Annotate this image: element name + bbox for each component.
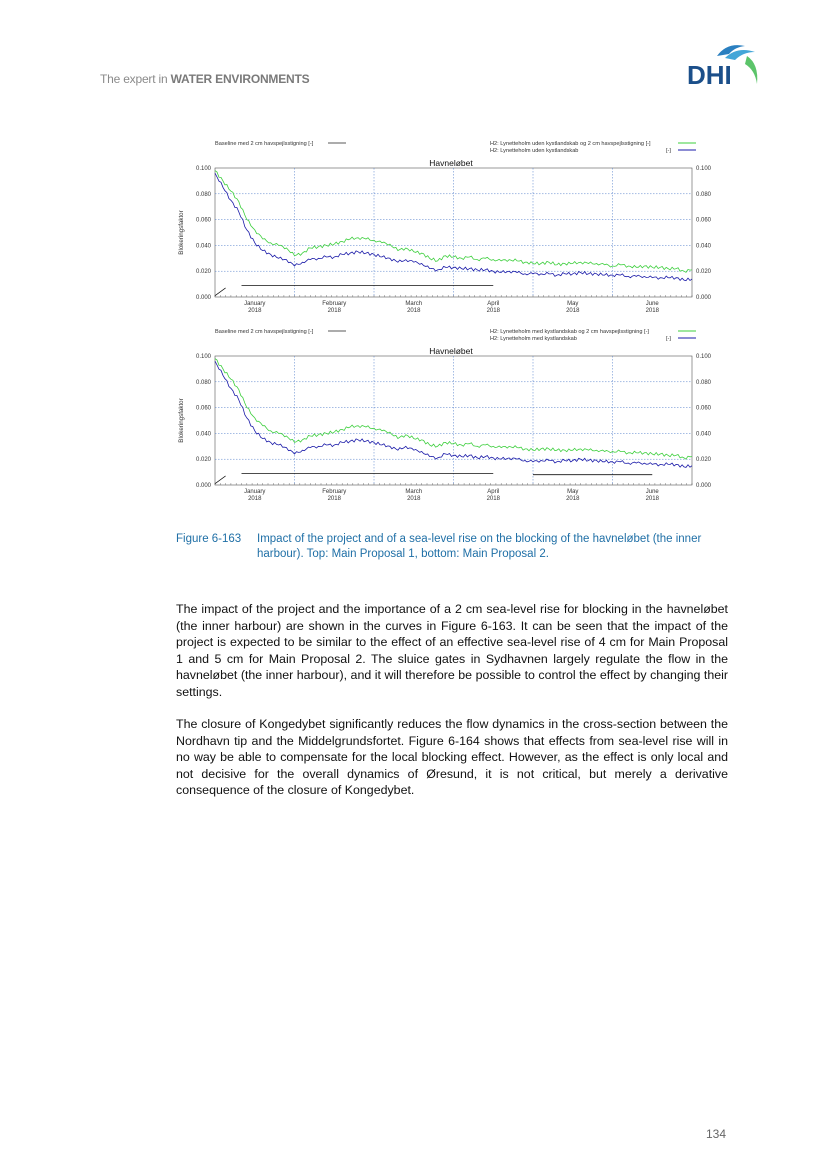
- y-tick-label-right: 0.000: [696, 295, 712, 301]
- y-tick-label-right: 0.100: [696, 354, 712, 360]
- x-tick-year: 2018: [407, 308, 421, 314]
- x-tick-year: 2018: [248, 496, 262, 502]
- x-tick-year: 2018: [645, 496, 659, 502]
- series-line-green: [215, 171, 692, 273]
- x-tick-month: April: [487, 301, 500, 307]
- x-tick-month: May: [567, 489, 579, 495]
- y-tick-label-left: 0.000: [195, 295, 211, 301]
- body-paragraph-2: The closure of Kongedybet significantly reduces the flow dynamics in the cross-section between the Nordhavn tip and the Middelgrundsfortet. Figure 6-164 shows that effects from sea-level rise will in no way be able to compensate for the local blocking effect. However, as the effect is only local and not decisive for the overall dynamics of Øresund, it is not critical, but merely a derivative consequence of the closure of Kongedybet.: [176, 717, 728, 798]
- legend-right-label-1: H2: Lynetteholm uden kystlandskab og 2 cm havspejlsstigning [-]: [490, 141, 651, 147]
- y-tick-label-right: 0.020: [696, 269, 712, 276]
- baseline-start: [215, 476, 226, 484]
- legend-left-label: Baseline med 2 cm havspejlsstigning [-]: [215, 141, 314, 147]
- y-tick-label-right: 0.080: [696, 379, 712, 386]
- x-tick-month: May: [567, 301, 579, 307]
- legend-right-unit: [-]: [666, 148, 671, 154]
- legend-right-label-1: H2: Lynetteholm med kystlandskab og 2 cm havspejlsstigning [-]: [490, 329, 649, 335]
- y-tick-label-left: 0.080: [195, 379, 211, 386]
- y-tick-label-right: 0.060: [696, 217, 712, 224]
- logo-text: DHI: [687, 60, 732, 90]
- y-tick-label-right: 0.000: [696, 483, 712, 489]
- x-tick-month: January: [244, 301, 266, 307]
- y-tick-label-right: 0.080: [696, 191, 712, 198]
- series-line-green: [215, 359, 692, 460]
- caption-number: Figure 6-163: [176, 533, 242, 545]
- x-tick-year: 2018: [486, 496, 500, 502]
- tagline-bold: WATER ENVIRONMENTS: [170, 72, 310, 86]
- x-tick-month: March: [405, 489, 423, 495]
- y-tick-label-right: 0.020: [696, 457, 712, 464]
- baseline-start: [215, 288, 226, 296]
- x-tick-month: March: [405, 301, 423, 307]
- y-tick-label-left: 0.100: [195, 354, 211, 360]
- x-tick-year: 2018: [327, 496, 341, 502]
- y-tick-label-left: 0.100: [195, 166, 211, 172]
- y-tick-label-right: 0.100: [696, 166, 712, 172]
- x-tick-year: 2018: [486, 308, 500, 314]
- x-tick-year: 2018: [645, 308, 659, 314]
- blocking-chart-bottom: [170, 324, 730, 516]
- x-tick-year: 2018: [566, 496, 580, 502]
- y-tick-label-right: 0.040: [696, 243, 712, 250]
- caption-text: Impact of the project and of a sea-level rise on the blocking of the havneløbet (the inner harbour). Top: Main Proposal 1, bottom: Main Proposal 2.: [257, 533, 702, 560]
- y-tick-label-left: 0.020: [195, 457, 211, 464]
- x-tick-month: June: [645, 489, 659, 495]
- x-tick-month: February: [322, 489, 347, 495]
- legend-left-label: Baseline med 2 cm havspejlsstigning [-]: [215, 329, 314, 335]
- legend-right-unit: [-]: [666, 336, 671, 342]
- header-tagline: [100, 72, 309, 86]
- x-tick-year: 2018: [407, 496, 421, 502]
- x-tick-month: June: [645, 301, 659, 307]
- x-tick-month: January: [244, 489, 266, 495]
- y-axis-label: Blokeringsfaktor: [178, 210, 185, 255]
- y-tick-label-right: 0.040: [696, 431, 712, 438]
- body-paragraph-1: The impact of the project and the importance of a 2 cm sea-level rise for blocking in the havneløbet (the inner harbour) are shown in the curves in Figure 6-163. It can be seen that the impact of the project is expected to be similar to the effect of an effective sea-level rise of 4 cm for Main Proposal 1 and 5 cm for Main Proposal 2. The sluice gates in Sydhavnen largely regulate the flow in the havneløbet (the inner harbour), and it will therefore be possible to control the effect by changing their settings.: [176, 602, 728, 699]
- y-tick-label-left: 0.060: [195, 217, 211, 224]
- y-tick-label-left: 0.000: [195, 483, 211, 489]
- y-tick-label-right: 0.060: [696, 405, 712, 412]
- y-tick-label-left: 0.040: [195, 431, 211, 438]
- dhi-logo: [685, 38, 765, 90]
- y-tick-label-left: 0.020: [195, 269, 211, 276]
- y-tick-label-left: 0.060: [195, 405, 211, 412]
- x-tick-year: 2018: [327, 308, 341, 314]
- blocking-chart-top: [170, 136, 730, 328]
- chart-title: Havneløbet: [429, 346, 473, 356]
- legend-right-label-2: H2: Lynetteholm uden kystlandskab: [490, 148, 579, 154]
- page-number: 134: [706, 1127, 727, 1141]
- y-axis-label: Blokeringsfaktor: [178, 398, 185, 443]
- x-tick-month: February: [322, 301, 347, 307]
- x-tick-year: 2018: [248, 308, 262, 314]
- x-tick-month: April: [487, 489, 500, 495]
- legend-right-label-2: H2: Lynetteholm med kystlandskab: [490, 336, 577, 342]
- chart-title: Havneløbet: [429, 158, 473, 168]
- y-tick-label-left: 0.040: [195, 243, 211, 250]
- x-tick-year: 2018: [566, 308, 580, 314]
- tagline-prefix: The expert in: [100, 72, 171, 86]
- y-tick-label-left: 0.080: [195, 191, 211, 198]
